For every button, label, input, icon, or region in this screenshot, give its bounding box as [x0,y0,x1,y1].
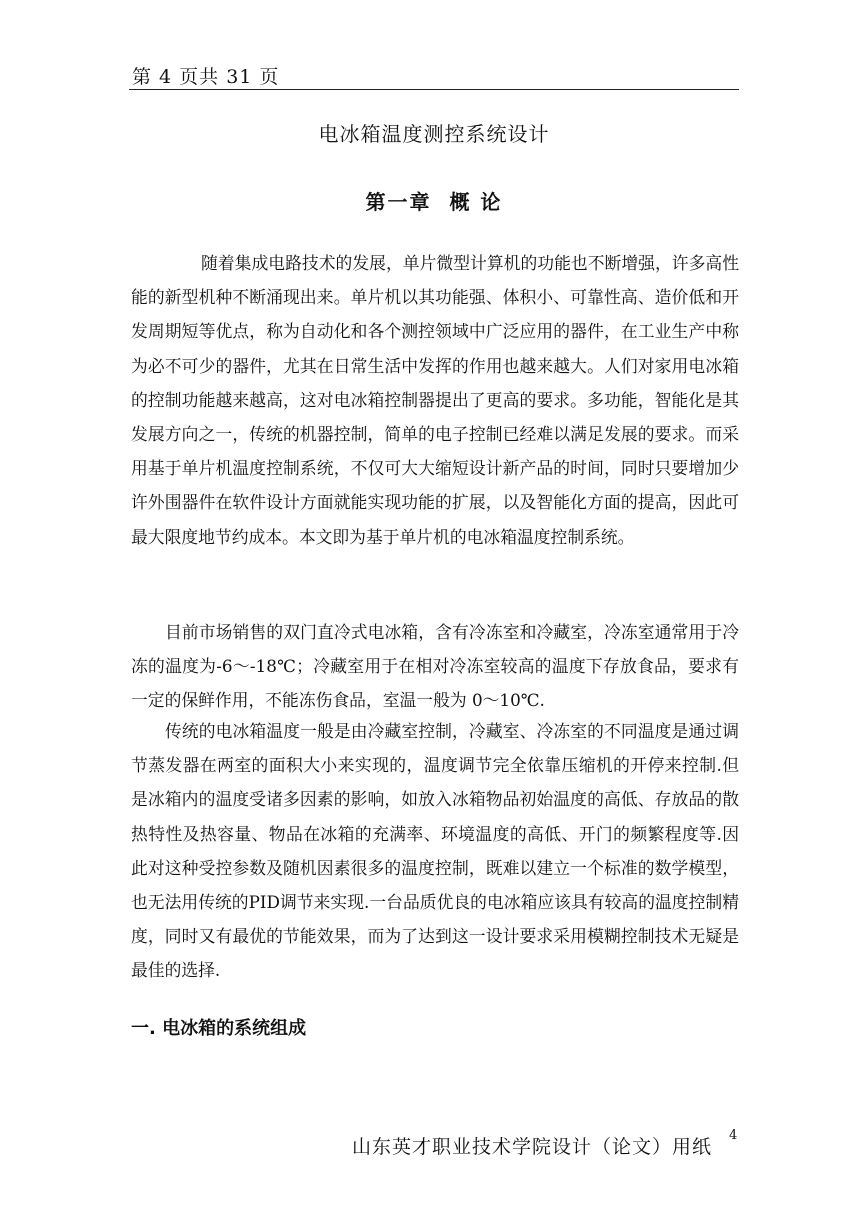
paragraph-market: 目前市场销售的双门直冷式电冰箱，含有冷冻室和冷藏室，冷冻室通常用于冷冻的温度为-6～-18℃；冷藏室用于在相对冷冻室较高的温度下存放食品，要求有一定的保鲜作用，不能冻伤食品，室温一般为 0～10℃. [131,622,739,711]
chapter-title: 第一章 概 论 [365,190,503,214]
header-divider [129,89,739,90]
paragraph-traditional-control: 传统的电冰箱温度一般是由冷藏室控制，冷藏室、冷冻室的不同温度是通过调节蒸发器在两室的面积大小来实现的，温度调节完全依靠压缩机的开停来控制.但是冰箱内的温度受诸多因素的影响，如放入冰箱物品初始温度的高低、存放品的散热特性及热容量、物品在冰箱的充满率、环境温度的高低、开门的频繁程度等.因此对这种受控参数及随机因素很多的温度控制，既难以建立一个标准的数学模型，也无法用传统的PID调节来实现.一台品质优良的电冰箱应该具有较高的温度控制精度，同时又有最优的节能效果，而为了达到这一设计要求采用模糊控制技术无疑是最佳的选择. [131,721,739,981]
section-title: 一. 电冰箱的系统组成 [131,1018,307,1039]
page-indicator: 第 4 页共 31 页 [132,66,280,88]
document-title: 电冰箱温度测控系统设计 [318,122,550,146]
paragraph-intro: 随着集成电路技术的发展，单片微型计算机的功能也不断增强，许多高性能的新型机种不断涌现出来。单片机以其功能强、体积小、可靠性高、造价低和开发周期短等优点，称为自动化和各个测控领域中广泛应用的器件，在工业生产中称为必不可少的器件，尤其在日常生活中发挥的作用也越来越大。人们对家用电冰箱的控制功能越来越高，这对电冰箱控制器提出了更高的要求。多功能，智能化是其发展方向之一，传统的机器控制，简单的电子控制已经难以满足发展的要求。而采用基于单片机温度控制系统，不仅可大大缩短设计新产品的时间，同时只要增加少许外围器件在软件设计方面就能实现功能的扩展，以及智能化方面的提高，因此可最大限度地节约成本。本文即为基于单片机的电冰箱温度控制系统。 [131,253,739,547]
footer-page-number: 4 [729,1128,738,1143]
footer-paper-label: 山东英才职业技术学院设计（论文）用纸 [351,1136,712,1158]
